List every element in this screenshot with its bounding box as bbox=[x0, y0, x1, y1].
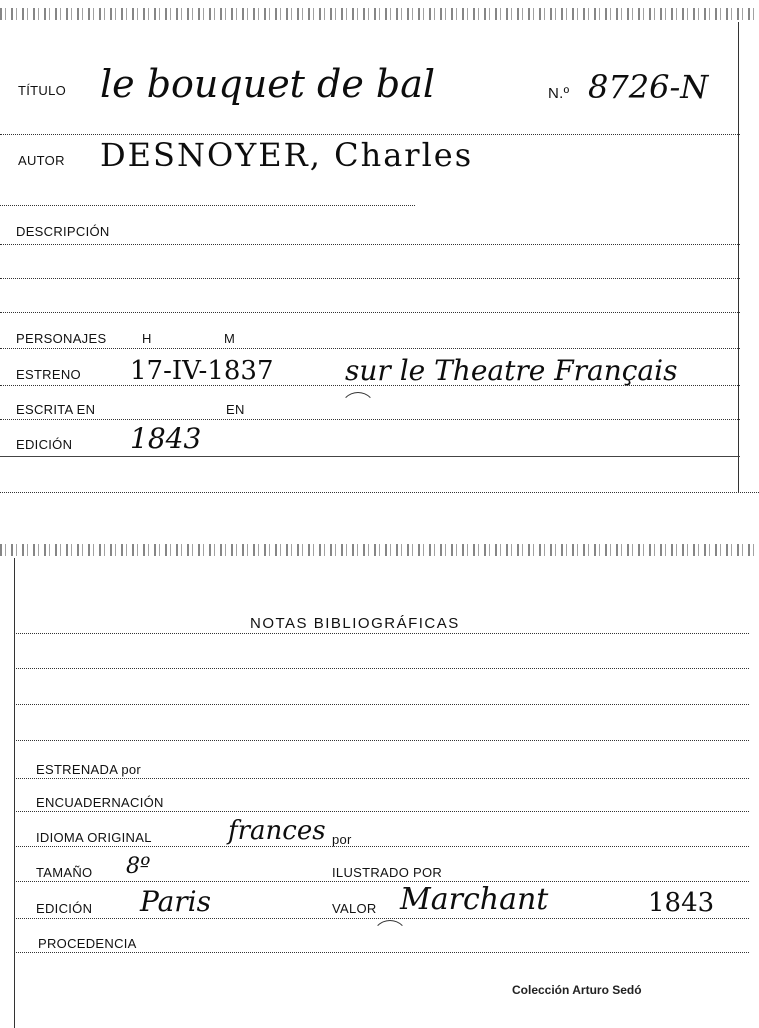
edicion-place-value: Paris bbox=[140, 885, 211, 918]
notas-rule-2 bbox=[16, 668, 749, 669]
estrenada-rule bbox=[16, 778, 749, 779]
numero-label: N.º bbox=[548, 85, 570, 102]
idioma-por-label: por bbox=[332, 832, 352, 847]
collection-stamp: Colección Arturo Sedó bbox=[512, 983, 642, 997]
notas-rule-3 bbox=[16, 704, 749, 705]
personajes-h-label: H bbox=[142, 331, 152, 346]
tamano-label: TAMAÑO bbox=[36, 865, 93, 880]
scan-noise-bottom bbox=[0, 544, 759, 556]
titulo-label: TÍTULO bbox=[18, 83, 67, 98]
procedencia-rule bbox=[16, 952, 749, 953]
card-right-border bbox=[738, 22, 739, 492]
autor-rule bbox=[0, 205, 415, 206]
descripcion-rule-3 bbox=[0, 312, 740, 313]
card-front-bottom-edge bbox=[0, 492, 759, 493]
autor-value: DESNOYER, Charles bbox=[100, 136, 474, 174]
catalog-card-back bbox=[0, 540, 759, 1028]
edicion-back-label: EDICIÓN bbox=[36, 901, 93, 916]
idioma-rule bbox=[16, 846, 749, 847]
numero-value: 8726-N bbox=[588, 68, 709, 106]
titulo-value: le bouquet de bal bbox=[100, 62, 436, 106]
notas-rule-4 bbox=[16, 740, 749, 741]
edicion-year-value: 1843 bbox=[648, 888, 715, 918]
edicion-back-rule bbox=[16, 918, 749, 919]
ilustrado-label: ILUSTRADO POR bbox=[332, 865, 443, 880]
notas-rule-1 bbox=[16, 633, 749, 634]
tamano-rule bbox=[16, 881, 749, 882]
edicion-publisher-value: Marchant bbox=[400, 882, 549, 917]
encuadernacion-rule bbox=[16, 811, 749, 812]
titulo-rule bbox=[0, 134, 740, 135]
hole-punch-mark-back bbox=[372, 920, 408, 956]
escrita-en-label: EN bbox=[226, 402, 245, 417]
descripcion-rule-2 bbox=[0, 278, 740, 279]
descripcion-rule-1 bbox=[0, 244, 740, 245]
catalog-card-front bbox=[0, 0, 759, 495]
escrita-label: ESCRITA EN bbox=[16, 402, 96, 417]
personajes-rule bbox=[0, 348, 740, 349]
procedencia-label: PROCEDENCIA bbox=[38, 936, 137, 951]
hole-punch-mark bbox=[340, 392, 376, 428]
idioma-label: IDIOMA ORIGINAL bbox=[36, 830, 152, 845]
estrenada-label: ESTRENADA por bbox=[36, 762, 142, 777]
encuadernacion-label: ENCUADERNACIÓN bbox=[36, 795, 164, 810]
edicion-label: EDICIÓN bbox=[16, 437, 73, 452]
descripcion-label: DESCRIPCIÓN bbox=[16, 224, 110, 239]
personajes-m-label: M bbox=[224, 331, 236, 346]
edicion-value: 1843 bbox=[130, 422, 202, 455]
autor-label: AUTOR bbox=[18, 153, 65, 168]
notas-heading: NOTAS BIBLIOGRÁFICAS bbox=[250, 615, 460, 632]
tamano-value: 8º bbox=[126, 854, 151, 879]
estreno-date-value: 17-IV-1837 bbox=[130, 356, 274, 386]
idioma-value: frances bbox=[228, 816, 326, 846]
estreno-rule bbox=[0, 385, 740, 386]
personajes-label: PERSONAJES bbox=[16, 331, 107, 346]
scan-noise-top bbox=[0, 8, 759, 20]
estreno-venue-value: sur le Theatre Français bbox=[345, 354, 678, 387]
card-left-border bbox=[14, 558, 15, 1028]
valor-label: VALOR bbox=[332, 901, 377, 916]
estreno-label: ESTRENO bbox=[16, 367, 81, 382]
edicion-rule bbox=[0, 456, 740, 457]
